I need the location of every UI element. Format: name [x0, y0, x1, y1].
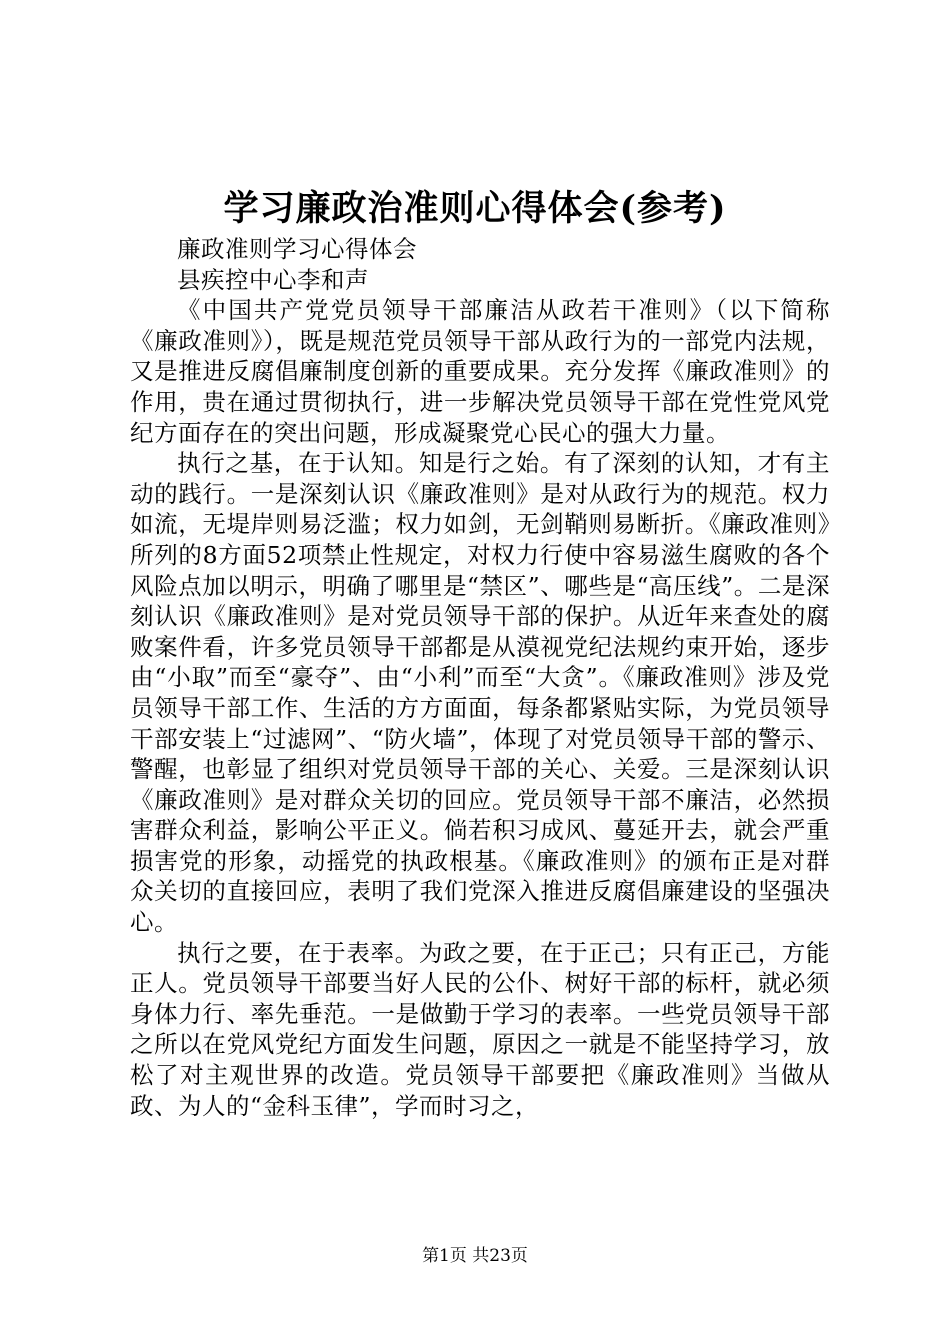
subtitle-line: 廉政准则学习心得体会 — [177, 235, 417, 263]
paragraph: 《中国共产党党员领导干部廉洁从政若干准则》（以下简称《廉政准则》），既是规范党员领导干部从政行为的一部党内法规，又是推进反腐倡廉制度创新的重要成果。充分发挥《廉政准则》的作用，贵在通过贯彻执行，进一步解决党员领导干部在党性党风党纪方面存在的突出问题，形成凝聚党心民心的强大力量。 — [130, 296, 830, 447]
document-title: 学习廉政治准则心得体会(参考) — [223, 188, 727, 229]
page-footer: 第1页 共23页 — [422, 1246, 528, 1266]
document-body — [130, 234, 830, 1121]
paragraph: 执行之要，在于表率。为政之要，在于正己；只有正己，方能正人。党员领导干部要当好人民的公仆、树好干部的标杆，就必须身体力行、率先垂范。一是做勤于学习的表率。一些党员领导干部之所以在党风党纪方面发生问题，原因之一就是不能坚持学习，放松了对主观世界的改造。党员领导干部要把《廉政准则》当做从政、为人的“金科玉律”，学而时习之， — [130, 938, 830, 1120]
paragraph: 执行之基，在于认知。知是行之始。有了深刻的认知，才有主动的践行。一是深刻认识《廉政准则》是对从政行为的规范。权力如流，无堤岸则易泛滥；权力如剑，无剑鞘则易断折。《廉政准则》所列的8方面52项禁止性规定，对权力行使中容易滋生腐败的各个风险点加以明示，明确了哪里是“禁区”、哪些是“高压线”。二是深刻认识《廉政准则》是对党员领导干部的保护。从近年来查处的腐败案件看，许多党员领导干部都是从漠视党纪法规约束开始，逐步由“小取”而至“豪夺”、由“小利”而至“大贪”。《廉政准则》涉及党员领导干部工作、生活的方方面面，每条都紧贴实际，为党员领导干部安装上“过滤网”、“防火墙”，体现了对党员领导干部的警示、警醒，也彰显了组织对党员领导干部的关心、关爱。三是深刻认识《廉政准则》是对群众关切的回应。党员领导干部不廉洁，必然损害群众利益，影响公平正义。倘若积习成风、蔓延开去，就会严重损害党的形象，动摇党的执政根基。《廉政准则》的颁布正是对群众关切的直接回应，表明了我们党深入推进反腐倡廉建设的坚强决心。 — [130, 449, 830, 937]
author-line: 县疾控中心李和声 — [177, 265, 369, 294]
